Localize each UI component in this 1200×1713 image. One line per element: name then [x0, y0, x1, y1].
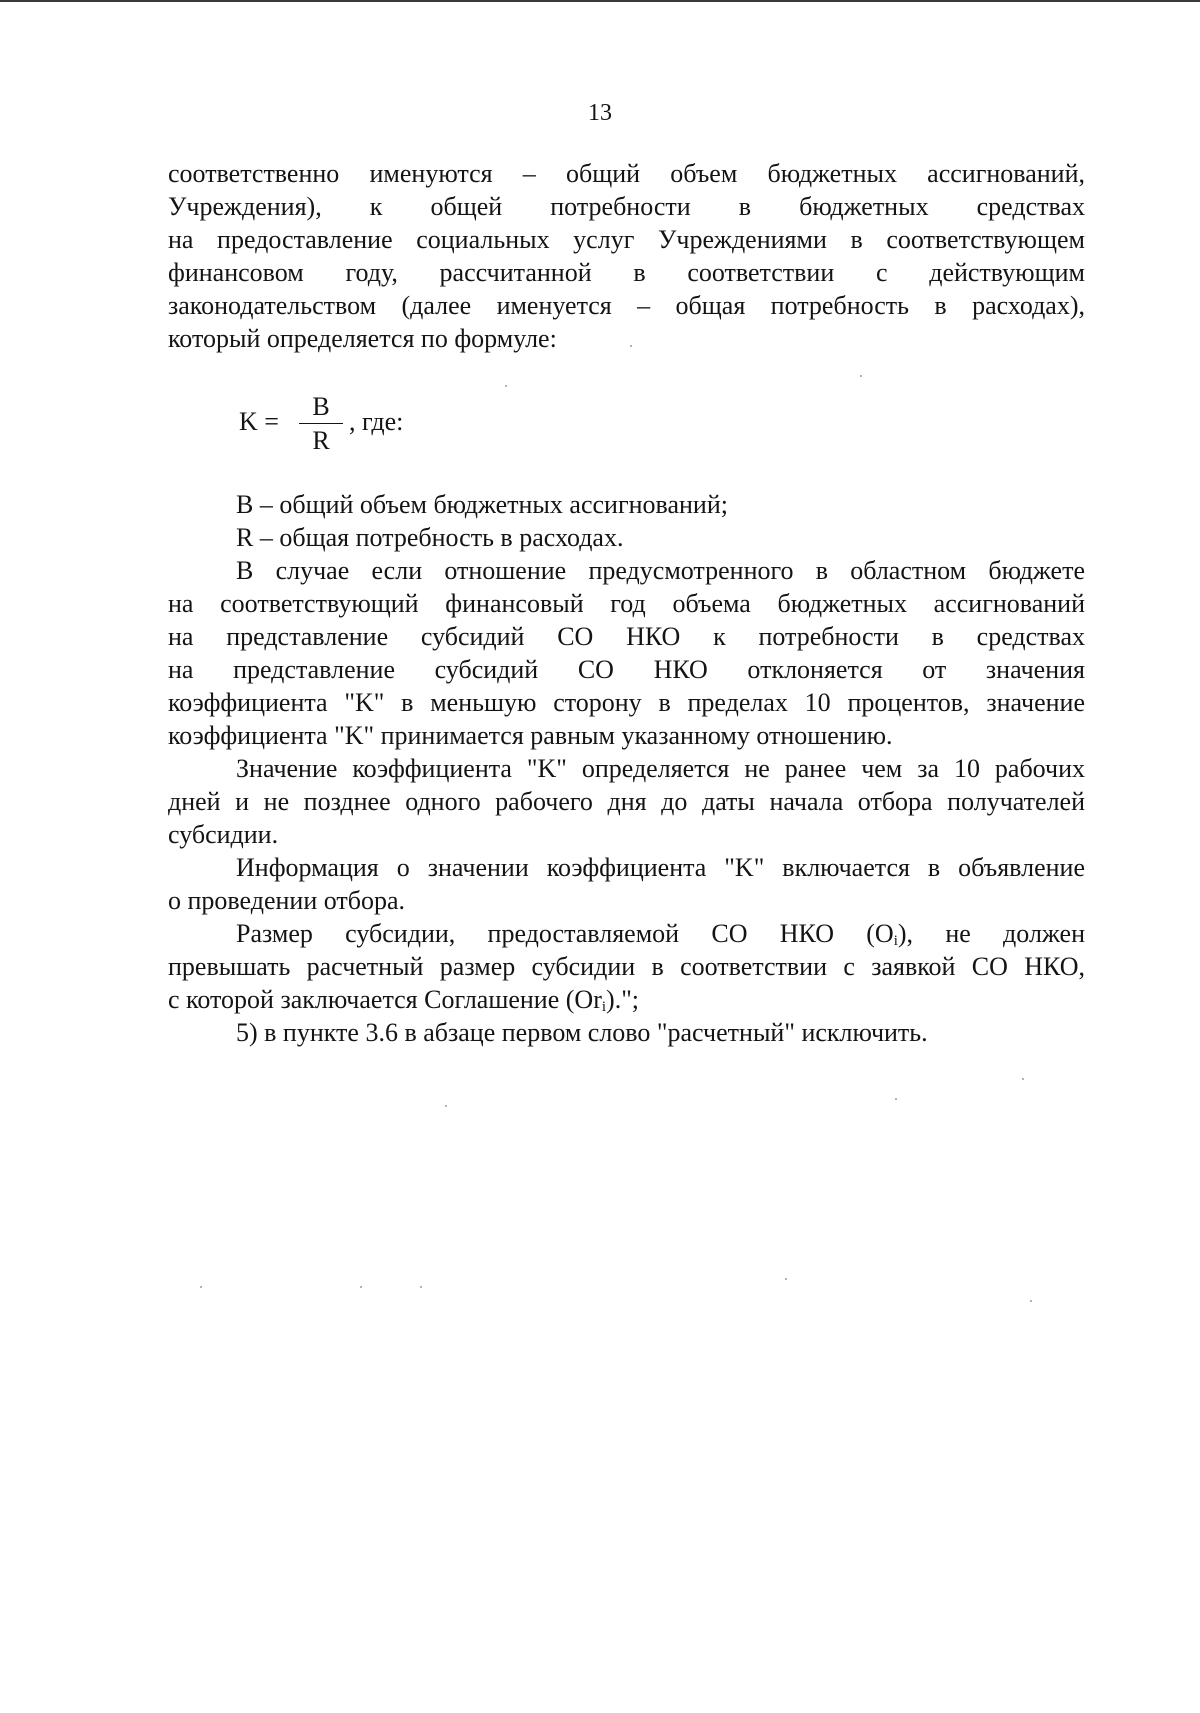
- scan-speck: [420, 1286, 422, 1288]
- formula-lhs: K =: [239, 407, 279, 436]
- paragraph5-line3: [168, 983, 1085, 1016]
- text-line: законодательством (далее именуется – общая потребность в расходах),: [168, 291, 1085, 320]
- body-continued: [168, 488, 1085, 1049]
- scan-speck: [895, 1098, 897, 1100]
- text-fragment: с которой заключается Соглашение (Or: [168, 985, 602, 1014]
- page-number: 13: [588, 100, 612, 126]
- paragraph-ratio-definition: [168, 157, 1085, 355]
- text-line: Значение коэффициента "K" определяется не ранее чем за 10 рабочих: [236, 754, 1085, 783]
- formula-fraction: [299, 392, 343, 456]
- scan-edge-line: [0, 0, 1200, 2]
- formula-denominator: R: [312, 426, 330, 455]
- text-line: о проведении отбора.: [168, 886, 406, 915]
- text-line: субсидии.: [168, 820, 279, 849]
- amendment-item-5: 5) в пункте 3.6 в абзаце первом слово "расчетный" исключить.: [236, 1018, 928, 1047]
- scan-speck: [505, 385, 507, 387]
- scan-speck: [630, 345, 632, 347]
- text-line: на представление субсидий СО НКО к потребности в средствах: [168, 622, 1085, 651]
- scan-speck: [445, 1105, 447, 1107]
- text-line: на представление субсидий СО НКО отклоняется от значения: [168, 655, 1085, 684]
- text-fragment: Размер субсидии, предоставляемой СО НКО (O: [236, 919, 894, 948]
- text-line: В случае если отношение предусмотренного в областном бюджете: [236, 556, 1085, 585]
- paragraph5-line1: [168, 917, 1085, 950]
- formula-numerator: B: [312, 392, 330, 421]
- scan-speck: [1030, 1300, 1032, 1302]
- text-line: Информация о значении коэффициента "K" включается в объявление: [236, 853, 1085, 882]
- definition-r: R – общая потребность в расходах.: [236, 523, 624, 552]
- text-fragment: ).";: [606, 985, 640, 1014]
- text-line: коэффициента "K" в меньшую сторону в пределах 10 процентов, значение: [168, 688, 1085, 717]
- text-line: Учреждения), к общей потребности в бюджетных средствах: [168, 192, 1085, 221]
- scan-speck: [200, 1286, 202, 1288]
- text-line: соответственно именуются – общий объем бюджетных ассигнований,: [168, 159, 1085, 188]
- text-line: дней и не позднее одного рабочего дня до даты начала отбора получателей: [168, 787, 1085, 816]
- text-line: коэффициента "K" принимается равным указанному отношению.: [168, 721, 893, 750]
- scan-speck: [860, 375, 862, 377]
- text-fragment: ), не должен: [897, 919, 1085, 948]
- text-line: превышать расчетный размер субсидии в соответствии с заявкой СО НКО,: [168, 952, 1085, 981]
- text-line: на соответствующий финансовый год объема бюджетных ассигнований: [168, 589, 1085, 618]
- scan-speck: [360, 1286, 362, 1288]
- fraction-bar: [299, 423, 343, 424]
- subscript-i: i: [893, 933, 898, 949]
- scan-speck: [785, 1278, 787, 1280]
- text-line: финансовом году, рассчитанной в соответствии с действующим: [168, 258, 1085, 287]
- subscript-i: i: [601, 999, 607, 1015]
- text-line: который определяется по формуле:: [168, 324, 557, 353]
- scan-speck: [1022, 1078, 1024, 1080]
- text-line: на предоставление социальных услуг Учреждениями в соответствующем: [168, 225, 1085, 254]
- definition-b: B – общий объем бюджетных ассигнований;: [236, 490, 728, 519]
- formula-suffix: , где:: [349, 407, 404, 436]
